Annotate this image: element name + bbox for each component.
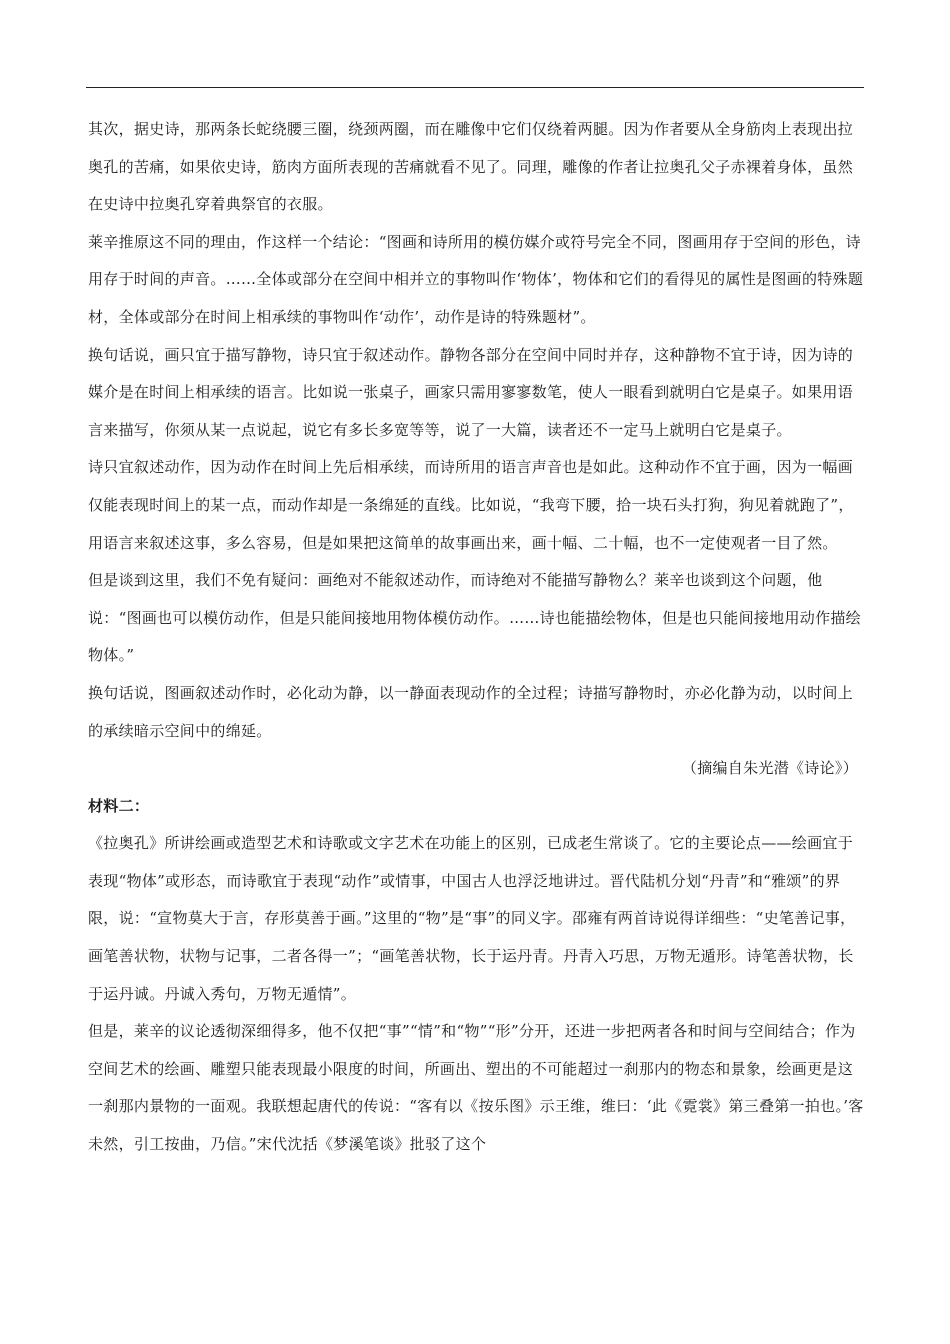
paragraph: 诗只宜叙述动作，因为动作在时间上先后相承续，而诗所用的语言声音也是如此。这种动作不宜于画，因为一幅画仅能表现时间上的某一点，而动作却是一条绵延的直线。比如说，“我弯下腰，拾一块石头打狗，狗见着就跑了”，用语言来叙述这事，多么容易，但是如果把这简单的故事画出来，画十幅、二十幅，也不一定使观者一目了然。 xyxy=(88,458,854,552)
paragraph: 《拉奥孔》所讲绘画或造型艺术和诗歌或文字艺术在功能上的区别，已成老生常谈了。它的主要论点——绘画宜于表现“物体”或形态，而诗歌宜于表现“动作”或情事，中国古人也浮泛地讲过。晋代陆机分划“丹青”和“雅颂”的界限，说：“宣物莫大于言，存形莫善于画。”这里的“物”是“事”的同义字。邵雍有两首诗说得详细些：“史笔善记事，画笔善状物，状物与记事，二者各得一”；“画笔善状物，长于运丹青。丹青入巧思，万物无遁形。诗笔善状物，长于运丹诚。丹诚入秀句，万物无遁情”。 xyxy=(88,834,856,1003)
paragraph: 但是谈到这里，我们不免有疑问：画绝对不能叙述动作，而诗绝对不能描写静物么？莱辛也谈到这个问题，他说：“图画也可以模仿动作，但是只能间接地用物体模仿动作。……诗也能描绘物体，但是也只能间接地用动作描绘物体。” xyxy=(88,571,861,665)
paragraph: 莱辛推原这不同的理由，作这样一个结论：“图画和诗所用的模仿媒介或符号完全不同，图画用存于空间的形色，诗用存于时间的声音。……全体或部分在空间中相并立的事物叫作‘物体’，物体和它们的看得见的属性是图画的特殊题材，全体或部分在时间上相承续的事物叫作‘动作’，动作是诗的特殊题材”。 xyxy=(88,232,864,326)
paragraph: 但是，莱辛的议论透彻深细得多，他不仅把“事”“情”和“物”“形”分开，还进一步把两者各和时间与空间结合；作为空间艺术的绘画、雕塑只能表现最小限度的时间，所画出、塑出的不可能超过一刹那内的物态和景象，绘画更是这一刹那内景物的一面观。我联想起唐代的传说：“客有以《按乐图》示王维，维曰：‘此《霓裳》第三叠第一拍也。’客未然，引工按曲，乃信。”宋代沈括《梦溪笔谈》批驳了这个 xyxy=(88,1022,864,1154)
section-heading: 材料二： xyxy=(88,796,150,815)
article-body xyxy=(88,111,866,1164)
paragraph: 换句话说，图画叙述动作时，必化动为静，以一静面表现动作的全过程；诗描写静物时，亦必化静为动，以时间上的承续暗示空间中的绵延。 xyxy=(88,683,854,740)
header-rule xyxy=(86,87,864,88)
paragraph: 换句话说，画只宜于描写静物，诗只宜于叙述动作。静物各部分在空间中同时并存，这种静物不宜于诗，因为诗的媒介是在时间上相承续的语言。比如说一张桌子，画家只需用寥寥数笔，使人一眼看到就明白它是桌子。如果用语言来描写，你须从某一点说起，说它有多长多宽等等，说了一大篇，读者还不一定马上就明白它是桌子。 xyxy=(88,345,854,439)
paragraph: 其次，据史诗，那两条长蛇绕腰三圈，绕颈两圈，而在雕像中它们仅绕着两腿。因为作者要从全身筋肉上表现出拉奥孔的苦痛，如果依史诗，筋肉方面所表现的苦痛就看不见了。同理，雕像的作者让拉奥孔父子赤裸着身体，虽然在史诗中拉奥孔穿着典祭官的衣服。 xyxy=(88,120,854,214)
source-citation: （摘编自朱光潜《诗论》） xyxy=(681,759,858,778)
